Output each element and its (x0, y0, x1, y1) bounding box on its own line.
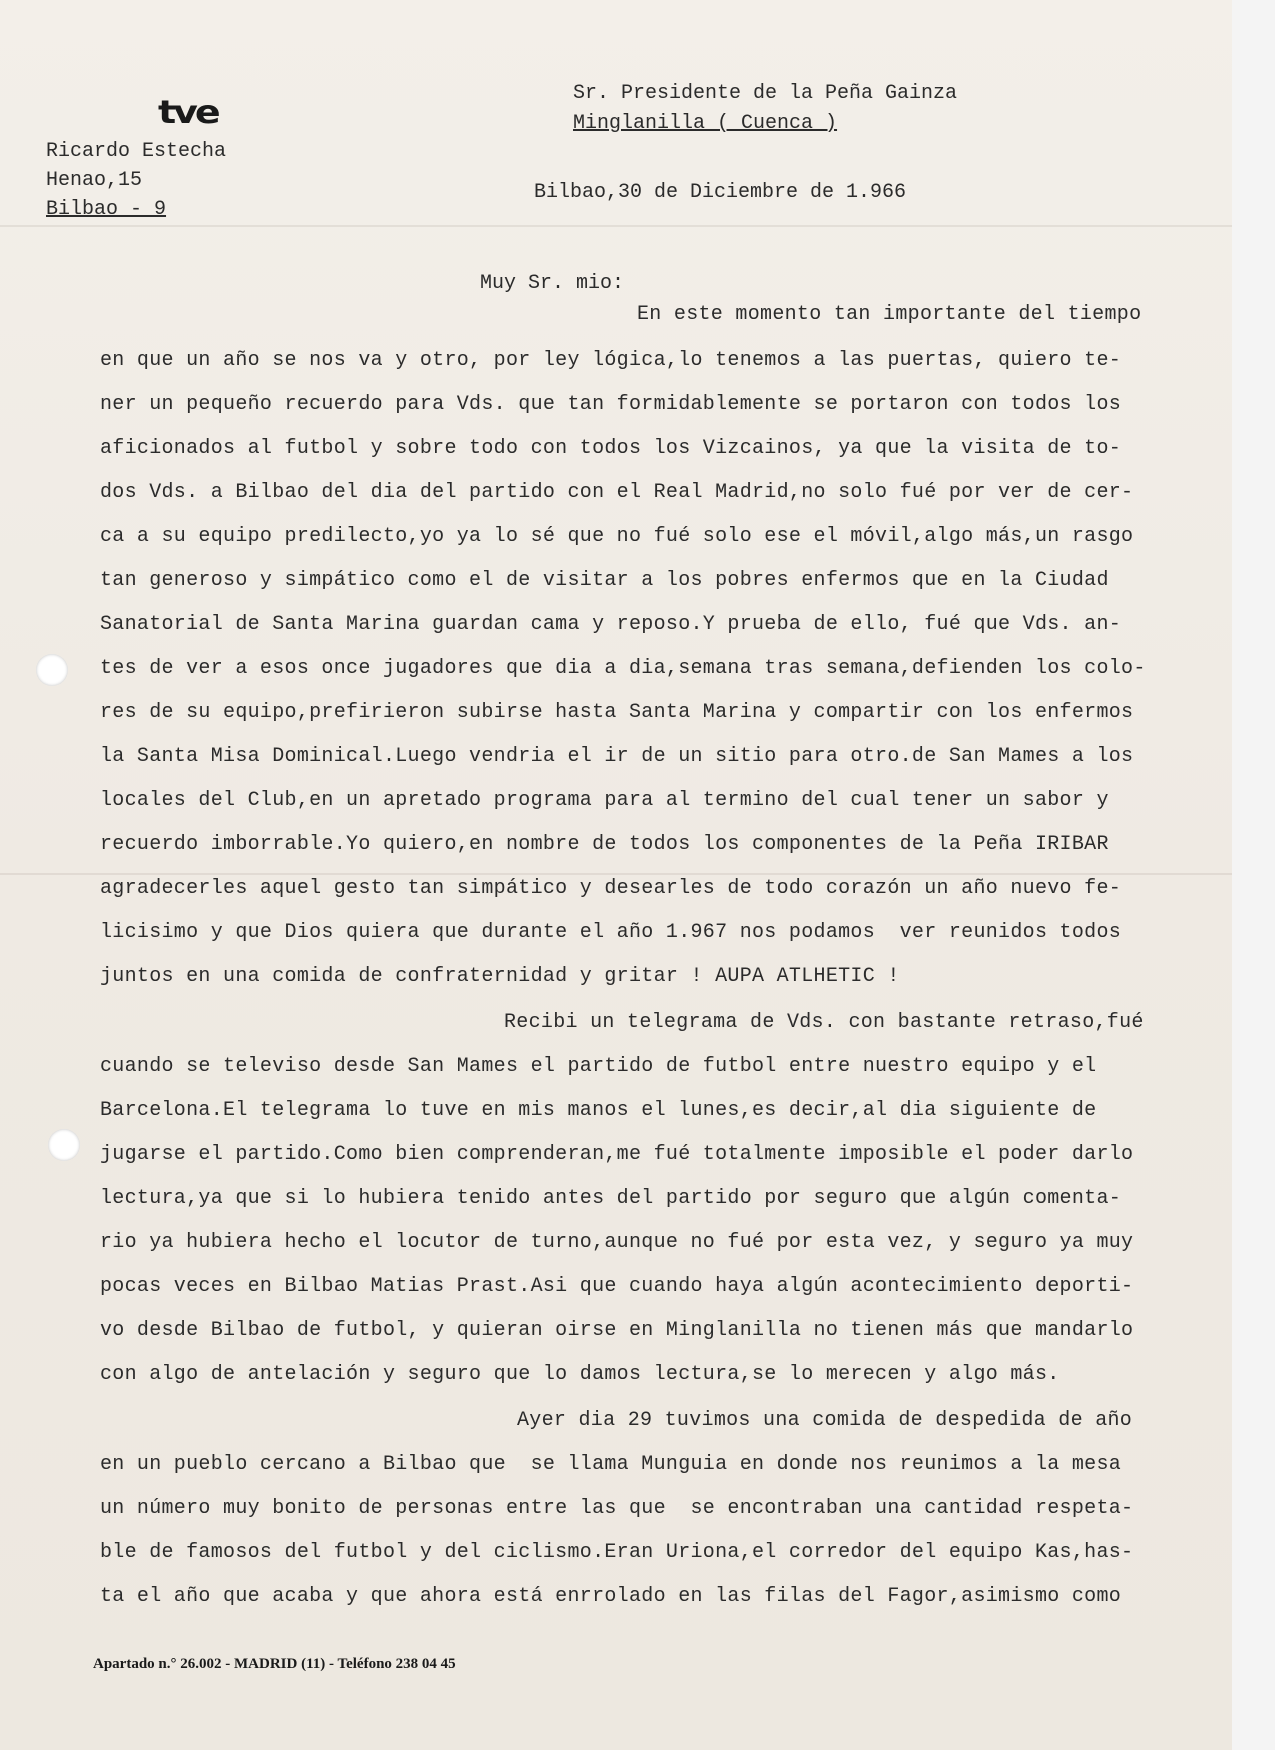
sender-city: Bilbao - 9 (46, 198, 167, 221)
body-line: En este momento tan importante del tiempo (637, 303, 1142, 326)
body-line: aficionados al futbol y sobre todo con todos los Vizcainos, ya que la visita de to- (100, 437, 1122, 460)
punch-hole (36, 654, 68, 686)
body-line: ca a su equipo predilecto,yo ya lo sé que no fué solo ese el móvil,algo más,un rasgo (100, 525, 1134, 548)
body-line: Barcelona.El telegrama lo tuve en mis manos el lunes,es decir,al dia siguiente de (100, 1099, 1097, 1122)
body-line: rio ya hubiera hecho el locutor de turno,aunque no fué por esta vez, y seguro ya muy (100, 1231, 1134, 1254)
body-line: locales del Club,en un apretado programa para al termino del cual tener un sabor y (100, 789, 1109, 812)
body-line: Ayer dia 29 tuvimos una comida de despedida de año (517, 1409, 1133, 1432)
recipient-line2: Minglanilla ( Cuenca ) (573, 112, 838, 135)
sender-name: Ricardo Estecha (46, 140, 227, 163)
recipient-line1: Sr. Presidente de la Peña Gainza (573, 82, 958, 105)
body-line: un número muy bonito de personas entre las que se encontraban una cantidad respeta- (100, 1497, 1134, 1520)
body-line: pocas veces en Bilbao Matias Prast.Asi que cuando haya algún acontecimiento deporti- (100, 1275, 1134, 1298)
body-line: con algo de antelación y seguro que lo damos lectura,se lo merecen y algo más. (100, 1363, 1060, 1386)
body-line: en un pueblo cercano a Bilbao que se llama Munguia en donde nos reunimos a la mesa (100, 1453, 1122, 1476)
fold-crease (0, 225, 1232, 227)
letterhead-footer: Apartado n.° 26.002 - MADRID (11) - Teléfono 238 04 45 (93, 1656, 456, 1672)
body-line: vo desde Bilbao de futbol, y quieran oirse en Minglanilla no tienen más que mandarlo (100, 1319, 1134, 1342)
body-line: jugarse el partido.Como bien comprenderan,me fué totalmente imposible el poder darlo (100, 1143, 1134, 1166)
body-line: agradecerles aquel gesto tan simpático y desearles de todo corazón un año nuevo fe- (100, 877, 1122, 900)
body-line: res de su equipo,prefirieron subirse hasta Santa Marina y compartir con los enfermos (100, 701, 1134, 724)
body-line: licisimo y que Dios quiera que durante el año 1.967 nos podamos ver reunidos todos (100, 921, 1122, 944)
fold-crease (0, 873, 1232, 875)
letter-date: Bilbao,30 de Diciembre de 1.966 (534, 181, 907, 204)
body-line: dos Vds. a Bilbao del dia del partido con el Real Madrid,no solo fué por ver de cer- (100, 481, 1134, 504)
page-edge (1232, 0, 1275, 1750)
salutation: Muy Sr. mio: (480, 272, 625, 295)
body-line: ner un pequeño recuerdo para Vds. que tan formidablemente se portaron con todos los (100, 393, 1122, 416)
body-line: tan generoso y simpático como el de visitar a los pobres enfermos que en la Ciudad (100, 569, 1109, 592)
recipient-address (573, 79, 957, 139)
sender-street: Henao,15 (46, 169, 143, 192)
body-line: en que un año se nos va y otro, por ley lógica,lo tenemos a las puertas, quiero te- (100, 349, 1122, 372)
body-line: ta el año que acaba y que ahora está enrrolado en las filas del Fagor,asimismo como (100, 1585, 1122, 1608)
body-line: tes de ver a esos once jugadores que dia a dia,semana tras semana,defienden los colo- (100, 657, 1146, 680)
body-line: juntos en una comida de confraternidad y gritar ! AUPA ATLHETIC ! (100, 965, 900, 988)
body-line: Recibi un telegrama de Vds. con bastante retraso,fué (504, 1011, 1144, 1034)
body-line: recuerdo imborrable.Yo quiero,en nombre de todos los componentes de la Peña IRIBAR (100, 833, 1109, 856)
sender-address (46, 137, 226, 224)
body-line: la Santa Misa Dominical.Luego vendria el ir de un sitio para otro.de San Mames a los (100, 745, 1134, 768)
body-line: Sanatorial de Santa Marina guardan cama y reposo.Y prueba de ello, fué que Vds. an- (100, 613, 1122, 636)
body-line: ble de famosos del futbol y del ciclismo.Eran Uriona,el corredor del equipo Kas,has- (100, 1541, 1134, 1564)
punch-hole (48, 1129, 80, 1161)
body-line: lectura,ya que si lo hubiera tenido antes del partido por seguro que algún comenta- (100, 1187, 1122, 1210)
tve-logo: tve (158, 93, 218, 131)
body-line: cuando se televiso desde San Mames el partido de futbol entre nuestro equipo y el (100, 1055, 1097, 1078)
